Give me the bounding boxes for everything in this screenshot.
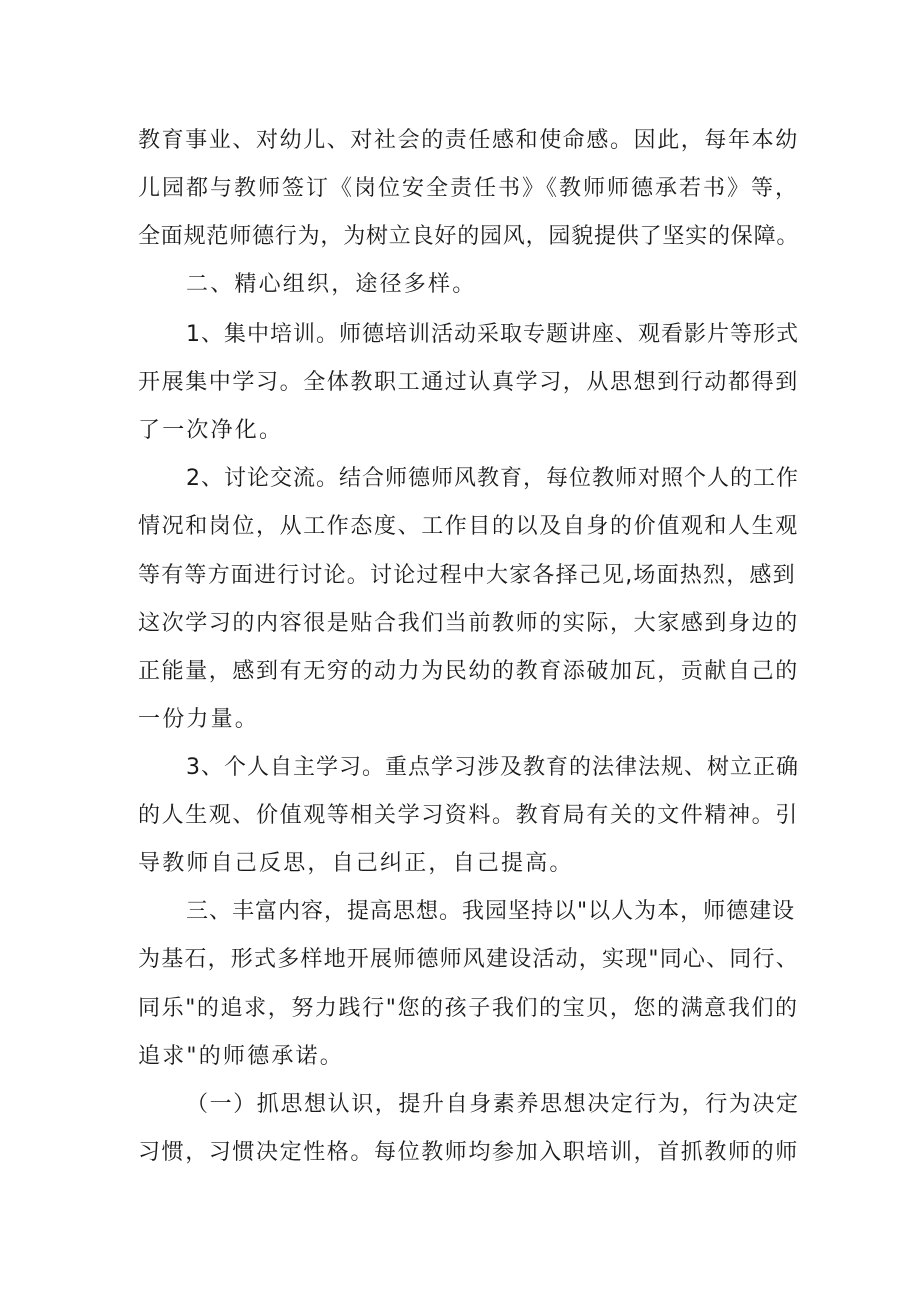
text-line: 儿园都与教师签订《岗位安全责任书》《教师师德承若书》等，: [138, 176, 800, 201]
text-line: 习惯，习惯决定性格。每位教师均参加入职培训，首抓教师的师: [138, 1140, 799, 1165]
text-line: 追求"的师德承诺。: [138, 1044, 344, 1069]
text-line: 全面规范师德行为，为树立良好的园风，园貌提供了坚实的保障。: [138, 224, 800, 249]
text-line: 的人生观、价值观等相关学习资料。教育局有关的文件精神。引: [138, 803, 799, 828]
text-line: 了一次净化。: [138, 418, 284, 443]
text-line: 3、个人自主学习。重点学习涉及教育的法律法规、树立正确: [186, 755, 799, 780]
text-line: 1、集中培训。师德培训活动采取专题讲座、观看影片等形式: [186, 322, 799, 347]
subsection-heading: （一）抓思想认识，提升自身素养思想决定行为，行为决定: [186, 1092, 800, 1117]
text-line: 为基石，形式多样地开展师德师风建设活动，实现"同心、同行、: [138, 947, 799, 972]
text-line: 这次学习的内容很是贴合我们当前教师的实际，大家感到身边的: [138, 611, 799, 636]
text-line: 导教师自己反思，自己纠正，自己提高。: [138, 851, 574, 876]
text-line: 开展集中学习。全体教职工通过认真学习，从思想到行动都得到: [138, 370, 799, 395]
text-line: 教育事业、对幼儿、对社会的责任感和使命感。因此，每年本幼: [138, 128, 799, 153]
text-line: 同乐"的追求，努力践行"您的孩子我们的宝贝，您的满意我们的: [138, 996, 799, 1021]
text-line: 一份力量。: [138, 707, 260, 732]
text-line: 2、讨论交流。结合师德师风教育，每位教师对照个人的工作: [186, 466, 799, 491]
section-heading: 二、精心组织，途径多样。: [186, 272, 477, 297]
text-line: 情况和岗位，从工作态度、工作目的以及自身的价值观和人生观: [138, 514, 799, 539]
text-line: 正能量，感到有无穷的动力为民幼的教育添破加瓦，贡献自己的: [138, 659, 799, 684]
section-heading: 三、丰富内容，提高思想。我园坚持以"以人为本，师德建设: [186, 899, 796, 924]
text-line: 等有等方面进行讨论。讨论过程中大家各择己见,场面热烈，感到: [138, 563, 796, 588]
